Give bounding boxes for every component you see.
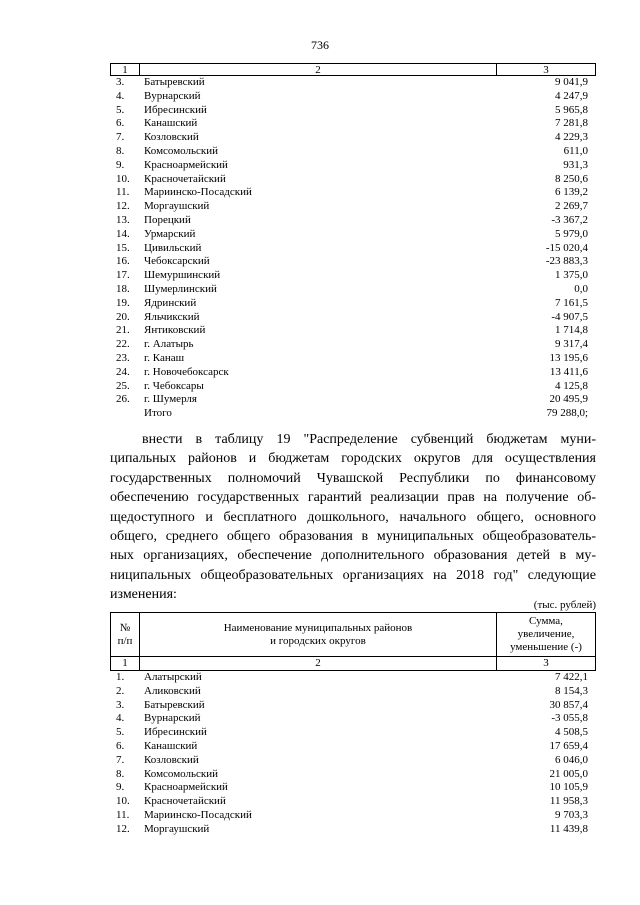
paragraph-line: обеспечению государственных гарантий реализации прав на получение об- <box>110 490 596 506</box>
district-name: Цивильский <box>144 241 202 254</box>
amount-value: 10 105,9 <box>549 781 588 794</box>
row-number: 8. <box>116 144 125 157</box>
column-index: 1 <box>111 657 140 670</box>
table-row <box>110 685 596 699</box>
district-name: Шумерлинский <box>144 282 217 295</box>
table-row <box>110 809 596 823</box>
row-number: 4. <box>116 89 125 102</box>
paragraph-line: государственных полномочий Чувашской Республики по финансовому <box>110 470 596 486</box>
table-row <box>110 781 596 795</box>
district-name: Алатырский <box>144 671 202 683</box>
table-row <box>110 159 596 173</box>
district-name: Порецкий <box>144 213 191 226</box>
row-number: 10. <box>116 172 130 185</box>
district-name: Комсомольский <box>144 767 219 780</box>
district-name: Комсомольский <box>144 144 219 157</box>
row-number: 22. <box>116 338 130 351</box>
district-name: Мариинско-Посадский <box>144 808 252 821</box>
row-number: 26. <box>116 393 130 406</box>
page-number: 736 <box>311 38 329 52</box>
amount-value: 30 857,4 <box>549 698 588 711</box>
amount-value: 20 495,9 <box>549 393 588 406</box>
district-name: Канашский <box>144 739 198 752</box>
amount-value: 79 288,0; <box>546 407 588 420</box>
district-name: Козловский <box>144 131 199 144</box>
row-number: 14. <box>116 227 130 240</box>
district-name: Козловский <box>144 753 199 766</box>
district-name: Ядринский <box>144 296 197 309</box>
amount-value: 11 958,3 <box>549 795 588 808</box>
table-body <box>110 76 596 421</box>
district-name: г. Алатырь <box>144 338 194 351</box>
table-row <box>110 311 596 325</box>
table-header <box>110 63 596 76</box>
table-row <box>110 76 596 90</box>
district-name: Ибресинский <box>144 726 207 739</box>
table-row <box>110 145 596 159</box>
amount-value: 7 161,5 <box>555 296 588 309</box>
table-row <box>110 117 596 131</box>
row-number: 21. <box>116 324 130 337</box>
paragraph-line: изменения: <box>110 587 177 603</box>
column-header-sum <box>497 613 595 656</box>
column-header-name <box>140 613 497 656</box>
row-number: 16. <box>116 255 130 268</box>
amount-value: 5 979,0 <box>555 227 588 240</box>
table-row <box>110 242 596 256</box>
row-number: 25. <box>116 379 130 392</box>
district-name: Батыревский <box>144 76 205 88</box>
table-row <box>110 699 596 713</box>
amount-value: 7 422,1 <box>555 671 588 683</box>
header-text: п/п <box>117 634 133 647</box>
amount-value: 8 154,3 <box>555 684 588 697</box>
table-row <box>110 324 596 338</box>
table-row <box>110 297 596 311</box>
table-row <box>110 269 596 283</box>
amount-value: 4 125,8 <box>555 379 588 392</box>
amount-value: 6 046,0 <box>555 753 588 766</box>
district-name: г. Новочебоксарск <box>144 365 229 378</box>
district-name: Итого <box>144 407 172 420</box>
table-row <box>110 255 596 269</box>
amount-value: -15 020,4 <box>545 241 588 254</box>
amount-value: 13 195,6 <box>549 351 588 364</box>
row-number: 9. <box>116 158 125 171</box>
header-text: Сумма, <box>529 615 563 627</box>
table-row <box>110 380 596 394</box>
district-name: Мариинско-Посадский <box>144 186 252 199</box>
district-name: г. Шумерля <box>144 393 197 406</box>
header-text: № <box>119 621 131 634</box>
amount-value: 17 659,4 <box>549 739 588 752</box>
column-header-number <box>111 613 140 656</box>
row-number: 2. <box>116 684 125 697</box>
district-name: Красноармейский <box>144 158 228 171</box>
amount-value: 1 375,0 <box>555 269 588 282</box>
district-name: Аликовский <box>144 684 201 697</box>
amount-value: -4 907,5 <box>551 310 588 323</box>
table-row <box>110 712 596 726</box>
paragraph-line: ниципальных общеобразовательных организациях на 2018 год" следующие <box>110 567 596 583</box>
table-row <box>110 104 596 118</box>
row-number: 9. <box>116 781 125 794</box>
amount-value: 11 439,8 <box>549 822 588 835</box>
amount-value: 611,0 <box>563 144 588 157</box>
subvention-table-1 <box>110 63 596 421</box>
paragraph-line: ных организациях, обеспечение дополнительного образования детей в му- <box>110 548 596 564</box>
column-header: 3 <box>543 64 549 76</box>
district-name: Канашский <box>144 117 198 130</box>
amount-value: 0,0 <box>574 282 588 295</box>
table-row <box>110 131 596 145</box>
row-number: 1. <box>116 671 125 683</box>
table-row <box>110 740 596 754</box>
amount-value: 4 229,3 <box>555 131 588 144</box>
column-header: 2 <box>140 64 497 75</box>
district-name: Красночетайский <box>144 795 226 808</box>
table-row <box>110 671 596 685</box>
row-number: 20. <box>116 310 130 323</box>
table-row <box>110 338 596 352</box>
row-number: 17. <box>116 269 130 282</box>
column-index: 3 <box>543 657 549 669</box>
row-number: 23. <box>116 351 130 364</box>
district-name: Урмарский <box>144 227 196 240</box>
paragraph-line: ципальных районов и бюджетам городских округов для осуществления <box>110 451 596 467</box>
row-number: 15. <box>116 241 130 254</box>
table-row <box>110 228 596 242</box>
column-index-row <box>110 657 596 671</box>
header-text: увеличение, <box>517 628 575 640</box>
district-name: г. Канаш <box>144 351 185 364</box>
district-name: Вурнарский <box>144 712 201 725</box>
table-row <box>110 795 596 809</box>
row-number: 11. <box>116 808 130 821</box>
amount-value: 9 041,9 <box>555 76 588 88</box>
row-number: 5. <box>116 726 125 739</box>
amount-value: 6 139,2 <box>555 186 588 199</box>
district-name: Моргаушский <box>144 822 210 835</box>
district-name: Ибресинский <box>144 103 207 116</box>
table-row <box>110 726 596 740</box>
district-name: г. Чебоксары <box>144 379 204 392</box>
paragraph-line: щедоступного и бесплатного дошкольного, начального общего, основного <box>110 509 596 525</box>
amount-value: -3 367,2 <box>551 213 588 226</box>
table-row <box>110 283 596 297</box>
district-name: Моргаушский <box>144 200 210 213</box>
row-number: 8. <box>116 767 125 780</box>
row-number: 12. <box>116 822 130 835</box>
district-name: Батыревский <box>144 698 205 711</box>
district-name: Вурнарский <box>144 89 201 102</box>
units-label: (тыс. рублей) <box>533 599 596 611</box>
row-number: 6. <box>116 117 125 130</box>
row-number: 10. <box>116 795 130 808</box>
amendment-paragraph <box>110 430 596 605</box>
subvention-table-2 <box>110 612 596 837</box>
row-number: 12. <box>116 200 130 213</box>
amount-value: 4 508,5 <box>555 726 588 739</box>
paragraph-line: общего, среднего общего образования в муниципальных общеобразователь- <box>110 529 596 545</box>
amount-value: 4 247,9 <box>555 89 588 102</box>
paragraph-line: внести в таблицу 19 "Распределение субвенций бюджетам муни- <box>142 432 596 447</box>
district-name: Чебоксарский <box>144 255 210 268</box>
column-header: 1 <box>111 64 140 75</box>
amount-value: -23 883,3 <box>545 255 588 268</box>
table-row <box>110 352 596 366</box>
amount-value: 13 411,6 <box>549 365 588 378</box>
amount-value: 5 965,8 <box>555 103 588 116</box>
table-row <box>110 393 596 407</box>
amount-value: 9 703,3 <box>555 808 588 821</box>
table-row <box>110 768 596 782</box>
row-number: 4. <box>116 712 125 725</box>
header-text: уменьшение (-) <box>510 641 582 653</box>
table-header <box>110 612 596 657</box>
row-number: 18. <box>116 282 130 295</box>
row-number: 13. <box>116 213 130 226</box>
row-number: 11. <box>116 186 130 199</box>
table-row <box>110 214 596 228</box>
row-number: 3. <box>116 698 125 711</box>
column-index: 2 <box>140 657 497 670</box>
amount-value: 7 281,8 <box>555 117 588 130</box>
district-name: Шемуршинский <box>144 269 221 282</box>
header-text: и городских округов <box>270 634 366 647</box>
header-text: Наименование муниципальных районов <box>223 621 413 634</box>
row-number: 3. <box>116 76 125 88</box>
district-name: Янтиковский <box>144 324 206 337</box>
amount-value: 21 005,0 <box>549 767 588 780</box>
district-name: Красноармейский <box>144 781 228 794</box>
table-row <box>110 90 596 104</box>
table-body <box>110 671 596 837</box>
amount-value: 1 714,8 <box>555 324 588 337</box>
amount-value: 8 250,6 <box>555 172 588 185</box>
table-row <box>110 823 596 837</box>
table-row <box>110 173 596 187</box>
row-number: 7. <box>116 131 125 144</box>
row-number: 19. <box>116 296 130 309</box>
district-name: Яльчикский <box>144 310 200 323</box>
row-number: 6. <box>116 739 125 752</box>
amount-value: 2 269,7 <box>555 200 588 213</box>
table-row <box>110 186 596 200</box>
row-number: 7. <box>116 753 125 766</box>
table-row <box>110 754 596 768</box>
district-name: Красночетайский <box>144 172 226 185</box>
table-row <box>110 407 596 421</box>
row-number <box>110 407 138 421</box>
row-number: 24. <box>116 365 130 378</box>
amount-value: -3 055,8 <box>551 712 588 725</box>
amount-value: 9 317,4 <box>555 338 588 351</box>
table-row <box>110 200 596 214</box>
row-number: 5. <box>116 103 125 116</box>
amount-value: 931,3 <box>563 158 588 171</box>
table-row <box>110 366 596 380</box>
